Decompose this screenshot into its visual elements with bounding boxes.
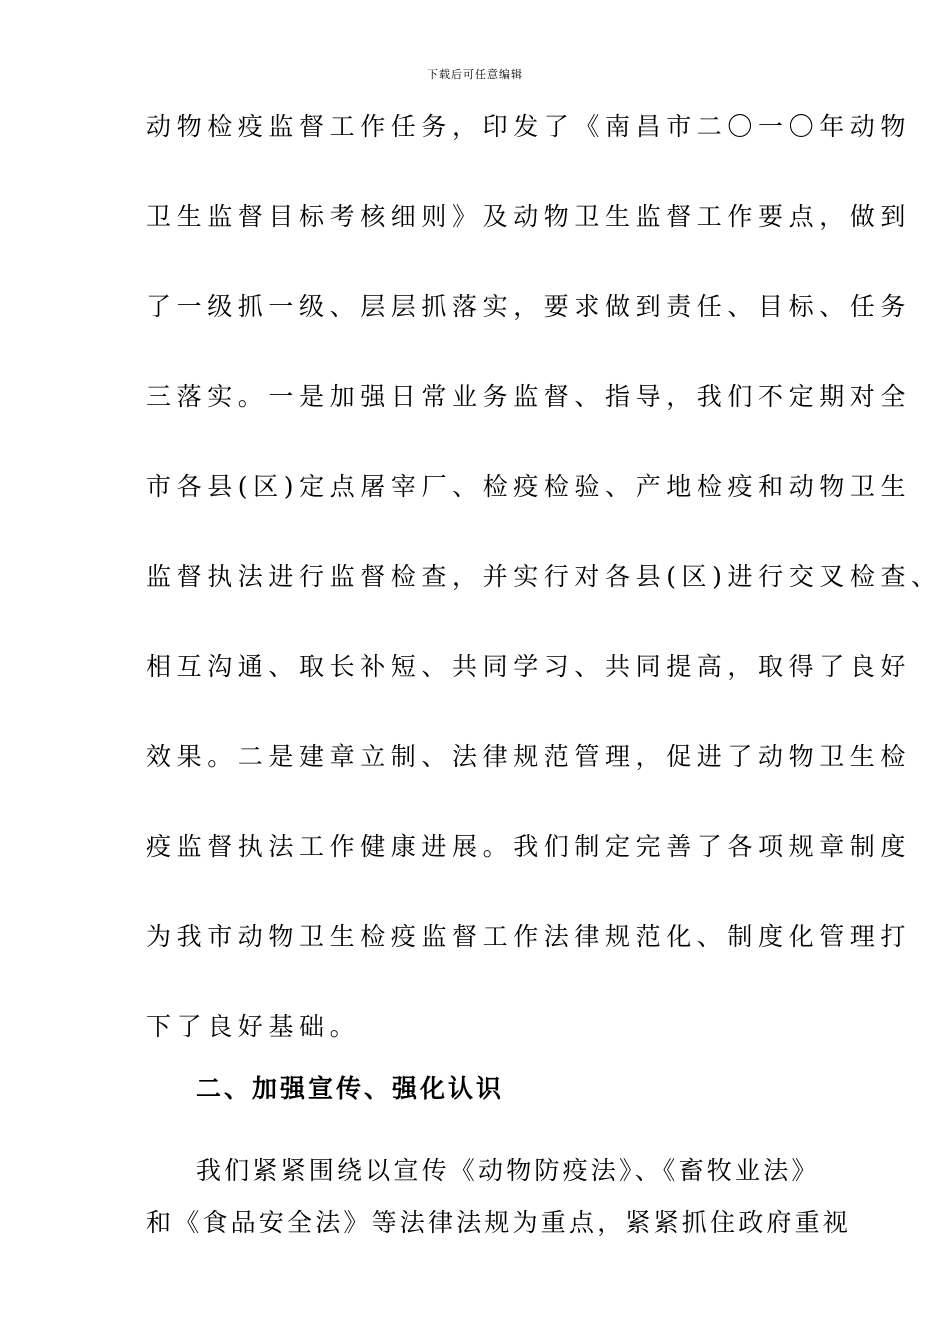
section-line: 我们紧紧围绕以宣传《动物防疫法》、《畜牧业法》 <box>196 1156 820 1185</box>
header-note: 下载后可任意编辑 <box>427 68 523 81</box>
body-line: 监督执法进行监督检查，并实行对各县(区)进行交叉检查、 <box>146 562 942 591</box>
body-line: 动物检疫监督工作任务，印发了《南昌市二〇一〇年动物 <box>146 112 912 141</box>
body-line: 市各县(区)定点屠宰厂、检疫检验、产地检疫和动物卫生 <box>146 472 912 501</box>
body-line: 卫生监督目标考核细则》及动物卫生监督工作要点，做到 <box>146 202 912 231</box>
section-line: 和《食品安全法》等法律法规为重点，紧紧抓住政府重视 <box>146 1208 852 1237</box>
body-line: 三落实。一是加强日常业务监督、指导，我们不定期对全 <box>146 382 912 411</box>
body-line: 疫监督执法工作健康进展。我们制定完善了各项规章制度 <box>146 832 912 861</box>
body-line: 了一级抓一级、层层抓落实，要求做到责任、目标、任务 <box>146 292 912 321</box>
body-line: 效果。二是建章立制、法律规范管理，促进了动物卫生检 <box>146 742 912 771</box>
body-line: 为我市动物卫生检疫监督工作法律规范化、制度化管理打 <box>146 922 912 951</box>
body-line: 相互沟通、取长补短、共同学习、共同提高，取得了良好 <box>146 652 912 681</box>
body-line: 下了良好基础。 <box>146 1012 361 1041</box>
section-heading: 二、加强宣传、强化认识 <box>196 1074 505 1103</box>
